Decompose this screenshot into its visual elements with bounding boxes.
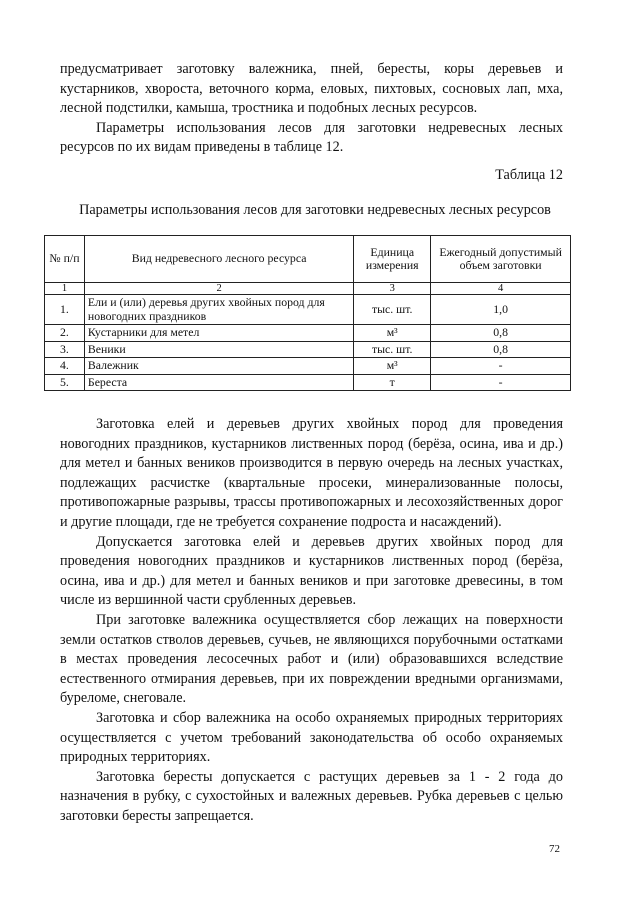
resource-unit: тыс. шт. [354,341,431,358]
table-caption: Параметры использования лесов для заготовки недревесных лесных ресурсов [79,202,551,218]
body-paragraph-5: Заготовка бересты допускается с растущих деревьев за 1 - 2 года до назначения в рубку, с сухостойных и валежных деревьев. Рубка деревьев с целью заготовки бересты запрещается. [60,768,563,824]
table-row [45,374,571,391]
resource-unit: м³ [354,358,431,375]
table-row [45,358,571,375]
body-paragraph-3: При заготовке валежника осуществляется сбор лежащих на поверхности земли остатков стволов деревьев, сучьев, не являющихся порубочными остатками в местах проведения лесосечных работ и (или) образовавшихся вследствие естественного отмирания деревьев, при их повреждении вредными организмами, буреломе, снеговале. [60,611,563,707]
intro-text [60,60,563,158]
column-number: 3 [354,283,431,295]
column-number: 4 [431,283,571,295]
table-row [45,325,571,342]
body-paragraph-2: Допускается заготовка елей и деревьев других хвойных пород для проведения новогодних праздников и кустарников лиственных пород (берёза, осина, ива и др.) для метел и банных веников и при заготовке древесины, в том числе из вершинной части срубленных деревьев. [60,533,563,609]
resource-name: Веники [84,341,353,358]
body-paragraph-1: Заготовка елей и деревьев других хвойных пород для проведения новогодних праздников, кустарников лиственных пород (берёза, осина, ива и др.) для метел и банных веников производится в первую очередь на лесных участках, подлежащих расчистке (квартальные просеки, минерализованные полосы, противопожарные разрывы, трассы противопожарных и лесохозяйственных дорог и другие площади, где не требуется сохранение подроста и насаждений). [60,416,563,530]
header-type: Вид недревесного лесного ресурса [84,236,353,283]
table-label: Таблица 12 [495,167,563,183]
resource-name: Ели и (или) деревья других хвойных пород для новогодних праздников [84,295,353,325]
column-number-row [45,283,571,295]
table-header-row [45,236,571,283]
resource-volume: 0,8 [431,341,571,358]
table-row [45,295,571,325]
table-row [45,341,571,358]
resource-name: Валежник [84,358,353,375]
row-number: 2. [45,325,85,342]
resource-volume: - [431,358,571,375]
row-number: 3. [45,341,85,358]
body-text [60,415,563,826]
body-paragraph-4: Заготовка и сбор валежника на особо охраняемых природных территориях осуществляется с учетом требований законодательства об особо охраняемых природных территориях. [60,709,563,766]
header-volume: Ежегодный допустимый объем заготовки [431,236,571,283]
resource-unit: тыс. шт. [354,295,431,325]
intro-paragraph-2: Параметры использования лесов для заготовки недревесных лесных ресурсов по их видам приведены в таблице 12. [60,119,563,156]
column-number: 1 [45,283,85,295]
column-number: 2 [84,283,353,295]
resource-unit: м³ [354,325,431,342]
row-number: 4. [45,358,85,375]
header-unit: Единица измерения [354,236,431,283]
resource-volume: - [431,374,571,391]
resources-table [44,235,571,391]
intro-paragraph-1: предусматривает заготовку валежника, пней, бересты, коры деревьев и кустарников, хвороста, веточного корма, еловых, пихтовых, сосновых лап, мха, лесной подстилки, камыша, тростника и подобных лесных ресурсов. [60,61,563,117]
resource-name: Кустарники для метел [84,325,353,342]
resource-name: Береста [84,374,353,391]
resource-volume: 1,0 [431,295,571,325]
page-number: 72 [549,843,560,855]
row-number: 1. [45,295,85,325]
header-num: № п/п [45,236,85,283]
resource-volume: 0,8 [431,325,571,342]
resource-unit: т [354,374,431,391]
row-number: 5. [45,374,85,391]
